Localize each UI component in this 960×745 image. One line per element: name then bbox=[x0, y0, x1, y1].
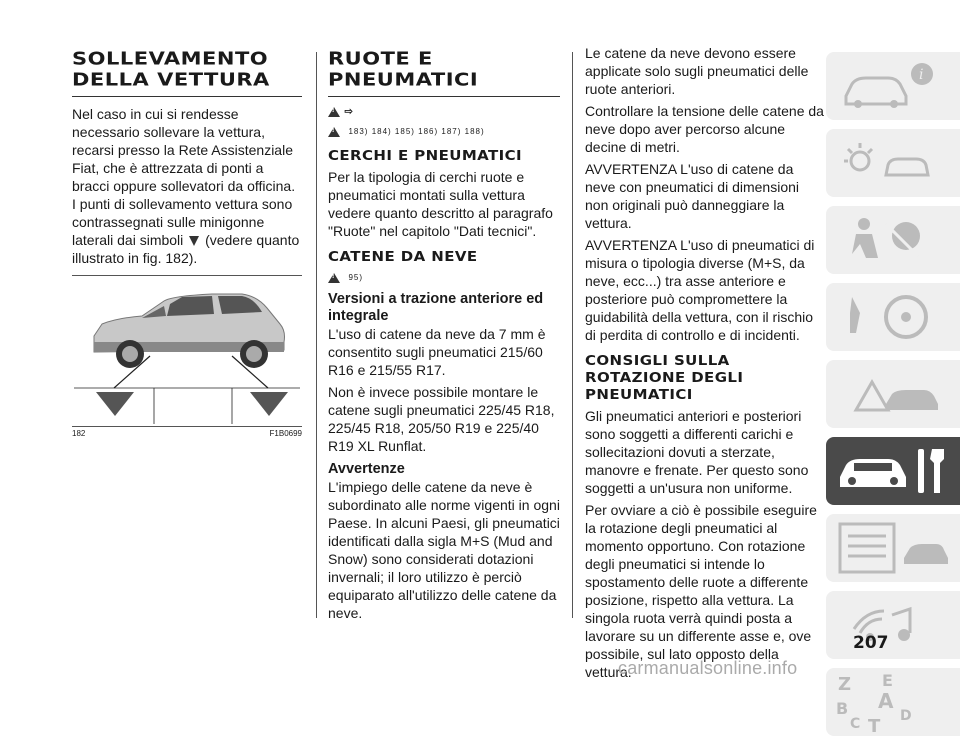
chapter-sidebar bbox=[826, 52, 960, 745]
paragraph: L'impiego delle catene da neve è subordinato alle norme vigenti in ogni Paese. In alcuni Paesi, gli pneumatici identificati dalla sigla M+S (Mud and Snow) sono considerati dotazioni invernali; il loro utilizzo è perciò equiparato all'utilizzo delle catene da neve. bbox=[328, 479, 560, 621]
subheading: Versioni a trazione anteriore ed integrale bbox=[328, 291, 544, 324]
figure-code: F1B0699 bbox=[269, 429, 302, 438]
warning-icon bbox=[328, 107, 340, 117]
index-letter: C bbox=[850, 716, 861, 732]
references: 95) bbox=[348, 273, 364, 283]
index-letter: E bbox=[882, 671, 893, 690]
car-lift-illustration bbox=[72, 276, 302, 426]
index-letter: T bbox=[868, 716, 881, 736]
svg-text:i: i bbox=[919, 67, 924, 83]
figure-caption bbox=[72, 429, 302, 438]
index-icon bbox=[826, 668, 960, 736]
chapter-tab-technical-data[interactable] bbox=[826, 514, 960, 582]
warning-refs-line bbox=[328, 103, 560, 121]
section-title-wheels bbox=[328, 48, 560, 97]
chapter-tab-multimedia[interactable] bbox=[826, 591, 960, 659]
chapter-tab-starting-driving[interactable] bbox=[826, 283, 960, 351]
paragraph: Per ovviare a ciò è possibile eseguire la rotazione degli pneumatici al momento opportuno. Con rotazione degli pneumatici si intende lo spostamento delle ruote a differente posizione, rispetto alla vettura. La singola ruota verrà quindi posta a lavorare su un differente asse e, ove possibile, sul lato opposto della vettura. bbox=[585, 502, 817, 680]
paragraph: Gli pneumatici anteriori e posteriori sono soggetti a differenti carichi e sollecitazioni dovuti a sterzate, manovre e frenate. Per questo sono soggetti a un'usura non uniforme. bbox=[585, 408, 809, 496]
paragraph: AVVERTENZA L'uso di pneumatici di misura o tipologia diverse (M+S, da neve, ecc...) tra asse anteriore e posteriore può compromettere la guidabilità della vettura, con il rischio di perdita di controllo e di incidenti. bbox=[585, 237, 815, 343]
section-title-snow-chains: CATENE DA NEVE bbox=[328, 249, 478, 265]
figure-number: 182 bbox=[72, 429, 86, 438]
figure-lifting-points bbox=[72, 275, 302, 427]
airbag-safety-icon bbox=[826, 206, 960, 274]
title-line: DELLA VETTURA bbox=[72, 69, 270, 90]
title-line: SOLLEVAMENTO bbox=[72, 48, 269, 69]
car-info-icon bbox=[826, 52, 960, 120]
arrow-hand-icon: ⇨ bbox=[344, 106, 353, 118]
page-number: 207 bbox=[853, 633, 889, 653]
paragraph: Non è invece possibile montare le catene sugli pneumatici 225/45 R18, 225/45 R18, 205/50 R19 e 225/40 R19 XL Runflat. bbox=[328, 384, 555, 454]
paragraph: Controllare la tensione delle catene da neve dopo aver percorso alcune decine di metri. bbox=[585, 103, 824, 155]
section-title-lifting bbox=[72, 48, 302, 97]
paragraph: Per la tipologia di cerchi ruote e pneumatici montati sulla vettura vedere quanto descritto al paragrafo "Ruote" nel capitolo "Dati tecnici". bbox=[328, 169, 553, 239]
chapter-tab-dashboard[interactable] bbox=[826, 129, 960, 197]
column-divider bbox=[572, 52, 573, 618]
breakdown-icon bbox=[826, 360, 960, 428]
column-lifting bbox=[72, 48, 302, 438]
chapter-tab-maintenance[interactable] bbox=[826, 437, 960, 505]
title-line: PNEUMATICI bbox=[585, 387, 693, 403]
index-letter: Z bbox=[838, 674, 852, 695]
paragraph-text: I punti di sollevamento vettura sono contrassegnati sulle minigonne laterali dai simboli bbox=[72, 196, 293, 248]
steering-start-icon bbox=[826, 283, 960, 351]
warning-icon bbox=[328, 273, 340, 283]
index-letter: A bbox=[878, 689, 894, 713]
section-title-tyre-rotation bbox=[585, 354, 825, 405]
chapter-tab-index[interactable] bbox=[826, 668, 960, 736]
column-continued bbox=[585, 44, 825, 681]
paragraph-text: (vedere quanto illustrato in fig. 182). bbox=[72, 232, 300, 266]
column-wheels-tyres bbox=[328, 48, 560, 622]
car-maintenance-icon bbox=[826, 437, 960, 505]
warning-icon bbox=[328, 127, 340, 137]
chapter-tab-safety[interactable] bbox=[826, 206, 960, 274]
title-line: CONSIGLI SULLA bbox=[585, 353, 730, 369]
references: 183) 184) 185) 186) 187) 188) bbox=[348, 127, 485, 137]
paragraph: Le catene da neve devono essere applicate solo sugli pneumatici delle ruote anteriori. bbox=[585, 45, 809, 97]
chapter-tab-emergency[interactable] bbox=[826, 360, 960, 428]
index-letter: B bbox=[836, 699, 849, 718]
paragraph: AVVERTENZA L'uso di catene da neve con pneumatici di dimensioni non originali può danneggiare la vettura. bbox=[585, 161, 800, 231]
title-line: RUOTE E bbox=[328, 48, 433, 69]
section-title-rims-tyres: CERCHI E PNEUMATICI bbox=[328, 148, 522, 164]
paragraph-lifting-points bbox=[72, 195, 302, 267]
title-line: ROTAZIONE DEGLI bbox=[585, 370, 744, 386]
index-letter: D bbox=[900, 708, 912, 724]
multimedia-icon bbox=[826, 591, 960, 659]
chapter-tab-knowing-car[interactable] bbox=[826, 52, 960, 120]
refs-line bbox=[328, 269, 560, 287]
paragraph: Nel caso in cui si rendesse necessario sollevare la vettura, recarsi presso la Rete Assistenziale Fiat, che è attrezzata di ponti a bracci oppure sollevatori da officina. bbox=[72, 106, 296, 194]
technical-data-icon bbox=[826, 514, 960, 582]
refs-line bbox=[328, 123, 560, 141]
watermark: carmanualsonline.info bbox=[618, 658, 798, 678]
dashboard-lights-icon bbox=[826, 129, 960, 197]
subheading: Avvertenze bbox=[328, 461, 405, 477]
title-line: PNEUMATICI bbox=[328, 69, 479, 90]
lift-point-symbol-icon bbox=[189, 236, 199, 246]
paragraph: L'uso di catene da neve da 7 mm è consentito sugli pneumatici 215/60 R16 e 215/55 R17. bbox=[328, 326, 546, 378]
column-divider bbox=[316, 52, 317, 618]
